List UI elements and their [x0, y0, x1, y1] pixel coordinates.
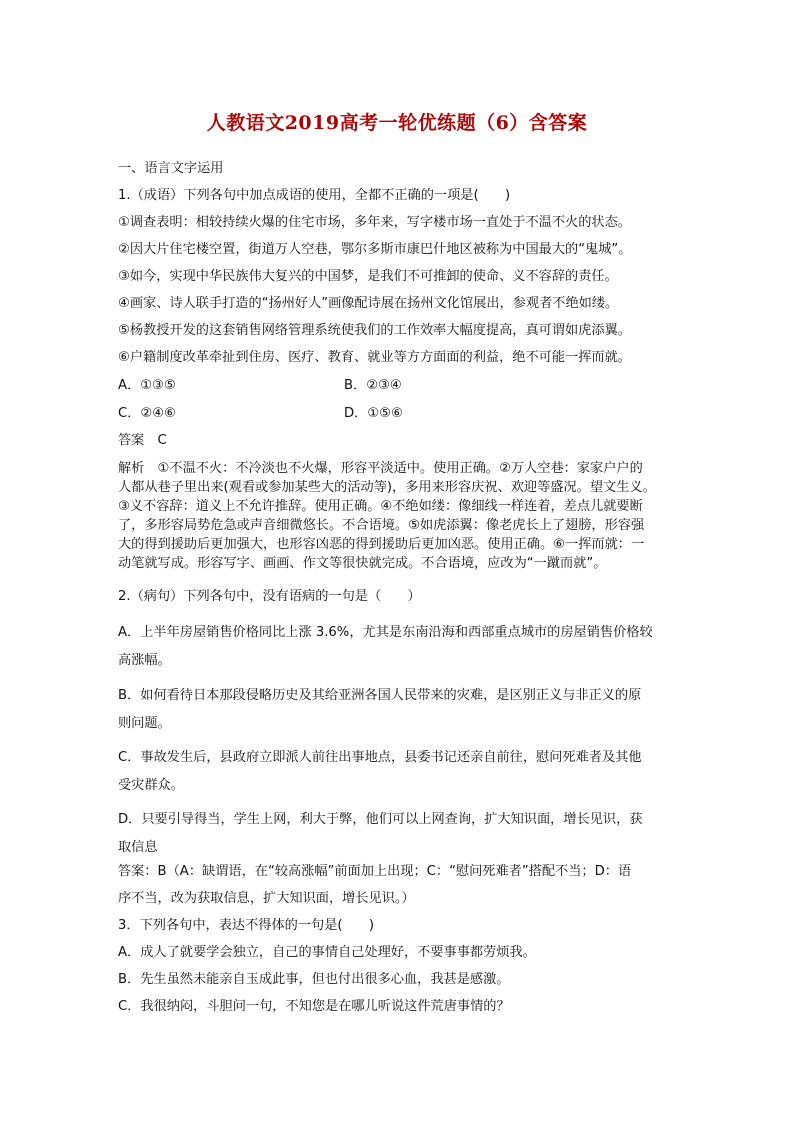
q2-option-a-line2: 高涨幅。	[118, 653, 171, 668]
q1-analysis-line: 了，多形容局势危急或声音细微悠长。不合语境。⑤如虎添翼：像老虎长上了翅膀，形容强	[118, 518, 645, 533]
q2-stem: 2.（病句）下列各句中，没有语病的一句是（ ）	[118, 589, 421, 604]
q1-stem: 1.（成语）下列各句中加点成语的使用，全都不正确的一项是( )	[118, 188, 511, 203]
q1-option-b: B．②③④	[344, 378, 402, 393]
q2-option-d-line2: 取信息	[118, 840, 158, 855]
section-heading: 一、语言文字运用	[118, 161, 224, 176]
q1-analysis-line: 动笔就写成。形容写字、画画、作文等很快就完成。不合语境，应改为“一蹴而就”。	[118, 556, 607, 571]
q2-option-c-line2: 受灾群众。	[118, 778, 184, 793]
q1-answer: 答案 C	[118, 433, 167, 448]
q2-option-c-line1: C．事故发生后，县政府立即派人前往出事地点，县委书记还亲自前往，慰问死难者及其他	[118, 750, 642, 765]
q2-option-d-line1: D．只要引导得当，学生上网，利大于弊，他们可以上网查询，扩大知识面，增长见识，获	[118, 812, 643, 827]
q2-answer-line1: 答案：B（A：缺谓语，在“较高涨幅”前面加上出现；C：“慰问死难者”搭配不当；D：语	[118, 864, 632, 879]
document-title: 人教语文2019高考一轮优练题（6）含答案	[206, 112, 588, 134]
q2-answer-line2: 序不当，改为获取信息，扩大知识面，增长见识。）	[118, 891, 415, 906]
q2-option-b-line1: B．如何看待日本那段侵略历史及其给亚洲各国人民带来的灾难，是区别正义与非正义的原	[118, 688, 642, 703]
q1-item: ⑤杨教授开发的这套销售网络管理系统使我们的工作效率大幅度提高，真可谓如虎添翼。	[118, 323, 631, 338]
q1-analysis-line: 人都从巷子里出来(观看或参加某些大的活动等)，多用来形容庆祝、欢迎等盛况。望文生义。	[118, 480, 656, 495]
q1-analysis-line: 解析 ①不温不火：不冷淡也不火爆，形容平淡适中。使用正确。②万人空巷：家家户户的	[118, 461, 643, 476]
q1-analysis-line: ③义不容辞：道义上不允许推辞。使用正确。④不绝如缕：像细线一样连着，差点儿就要断	[118, 499, 643, 514]
q3-option-c: C．我很纳闷，斗胆问一句，不知您是在哪儿听说这件荒唐事情的？	[118, 999, 510, 1014]
q1-item: ①调查表明：相较持续火爆的住宅市场，多年来，写字楼市场一直处于不温不火的状态。	[118, 215, 631, 230]
q1-item: ②因大片住宅楼空置，街道万人空巷，鄂尔多斯市康巴什地区被称为中国最大的“鬼城”。	[118, 242, 632, 257]
q1-item: ④画家、诗人联手打造的“扬州好人”画像配诗展在扬州文化馆展出，参观者不绝如缕。	[118, 296, 619, 311]
q2-option-a-line1: A．上半年房屋销售价格同比上涨 3.6%，尤其是东南沿海和西部重点城市的房屋销售价格较	[118, 625, 653, 640]
q1-analysis-line: 大的得到援助后更加强大，也形容凶恶的得到援助后更加凶恶。使用正确。⑥一挥而就：一	[118, 537, 645, 552]
q3-option-b: B．先生虽然未能亲自玉成此事，但也付出很多心血，我甚是感激。	[118, 972, 510, 987]
q1-item: ③如今，实现中华民族伟大复兴的中国梦，是我们不可推卸的使命、义不容辞的责任。	[118, 269, 618, 284]
q1-option-c: C．②④⑥	[118, 406, 176, 421]
q1-item: ⑥户籍制度改革牵扯到住房、医疗、教育、就业等方方面面的利益，绝不可能一挥而就。	[118, 350, 631, 365]
q2-option-b-line2: 则问题。	[118, 716, 171, 731]
q3-option-a: A．成人了就要学会独立，自己的事情自己处理好，不要事事都劳烦我。	[118, 945, 536, 960]
q3-stem: 3．下列各句中，表达不得体的一句是( )	[118, 918, 375, 933]
q1-option-d: D．①⑤⑥	[344, 406, 403, 421]
q1-option-a: A．①③⑤	[118, 378, 176, 393]
